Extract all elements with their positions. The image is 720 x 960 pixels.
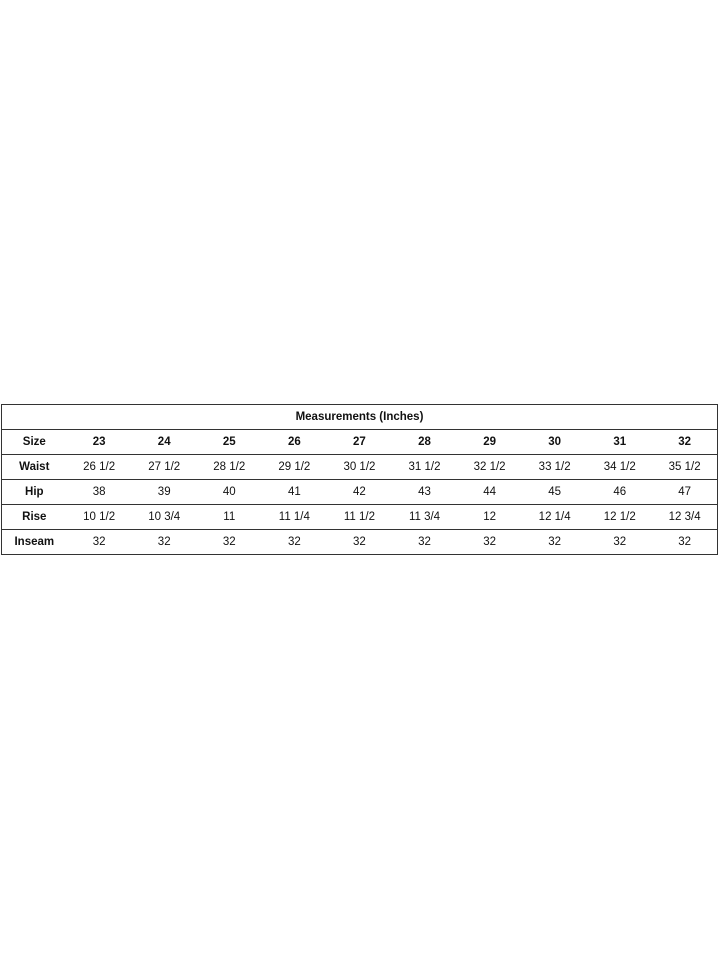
table-cell: 11 1/4 (262, 505, 327, 530)
table-cell: 30 1/2 (327, 455, 392, 480)
table-cell: 32 (587, 530, 652, 555)
size-header-cell: 31 (587, 430, 652, 455)
table-cell: 26 1/2 (67, 455, 132, 480)
size-header-cell: 30 (522, 430, 587, 455)
table-cell: 40 (197, 480, 262, 505)
table-row-hip (2, 480, 718, 505)
table-cell: 11 (197, 505, 262, 530)
table-cell: 32 1/2 (457, 455, 522, 480)
table-cell: 47 (652, 480, 717, 505)
size-header-cell: 26 (262, 430, 327, 455)
table-cell: 39 (132, 480, 197, 505)
table-cell: 32 (392, 530, 457, 555)
table-cell: 29 1/2 (262, 455, 327, 480)
size-header-cell: 24 (132, 430, 197, 455)
row-label-inseam: Inseam (2, 530, 67, 555)
table-cell: 46 (587, 480, 652, 505)
size-header-cell: 28 (392, 430, 457, 455)
table-cell: 10 3/4 (132, 505, 197, 530)
table-cell: 38 (67, 480, 132, 505)
table-cell: 12 (457, 505, 522, 530)
table-cell: 44 (457, 480, 522, 505)
table-row-inseam (2, 530, 718, 555)
table-cell: 31 1/2 (392, 455, 457, 480)
size-header-cell: 32 (652, 430, 717, 455)
table-row-rise (2, 505, 718, 530)
table-cell: 43 (392, 480, 457, 505)
table-cell: 32 (652, 530, 717, 555)
row-label-waist: Waist (2, 455, 67, 480)
size-header-row (2, 430, 718, 455)
size-header-cell: 27 (327, 430, 392, 455)
measurements-table (1, 404, 718, 555)
table-cell: 12 1/2 (587, 505, 652, 530)
table-cell: 45 (522, 480, 587, 505)
row-label-rise: Rise (2, 505, 67, 530)
table-cell: 34 1/2 (587, 455, 652, 480)
table-title: Measurements (Inches) (2, 405, 718, 430)
row-label-hip: Hip (2, 480, 67, 505)
table-title-row (2, 405, 718, 430)
table-cell: 32 (262, 530, 327, 555)
table-cell: 32 (327, 530, 392, 555)
table-cell: 32 (522, 530, 587, 555)
table-cell: 32 (197, 530, 262, 555)
table-cell: 12 1/4 (522, 505, 587, 530)
size-header-cell: 25 (197, 430, 262, 455)
table-cell: 32 (132, 530, 197, 555)
table-cell: 11 3/4 (392, 505, 457, 530)
table-cell: 28 1/2 (197, 455, 262, 480)
table-cell: 10 1/2 (67, 505, 132, 530)
table-cell: 35 1/2 (652, 455, 717, 480)
size-label: Size (2, 430, 67, 455)
size-header-cell: 23 (67, 430, 132, 455)
table-cell: 32 (67, 530, 132, 555)
table-cell: 11 1/2 (327, 505, 392, 530)
size-header-cell: 29 (457, 430, 522, 455)
table-cell: 27 1/2 (132, 455, 197, 480)
table-cell: 12 3/4 (652, 505, 717, 530)
table-cell: 42 (327, 480, 392, 505)
table-cell: 41 (262, 480, 327, 505)
table-cell: 32 (457, 530, 522, 555)
table-cell: 33 1/2 (522, 455, 587, 480)
table-row-waist (2, 455, 718, 480)
